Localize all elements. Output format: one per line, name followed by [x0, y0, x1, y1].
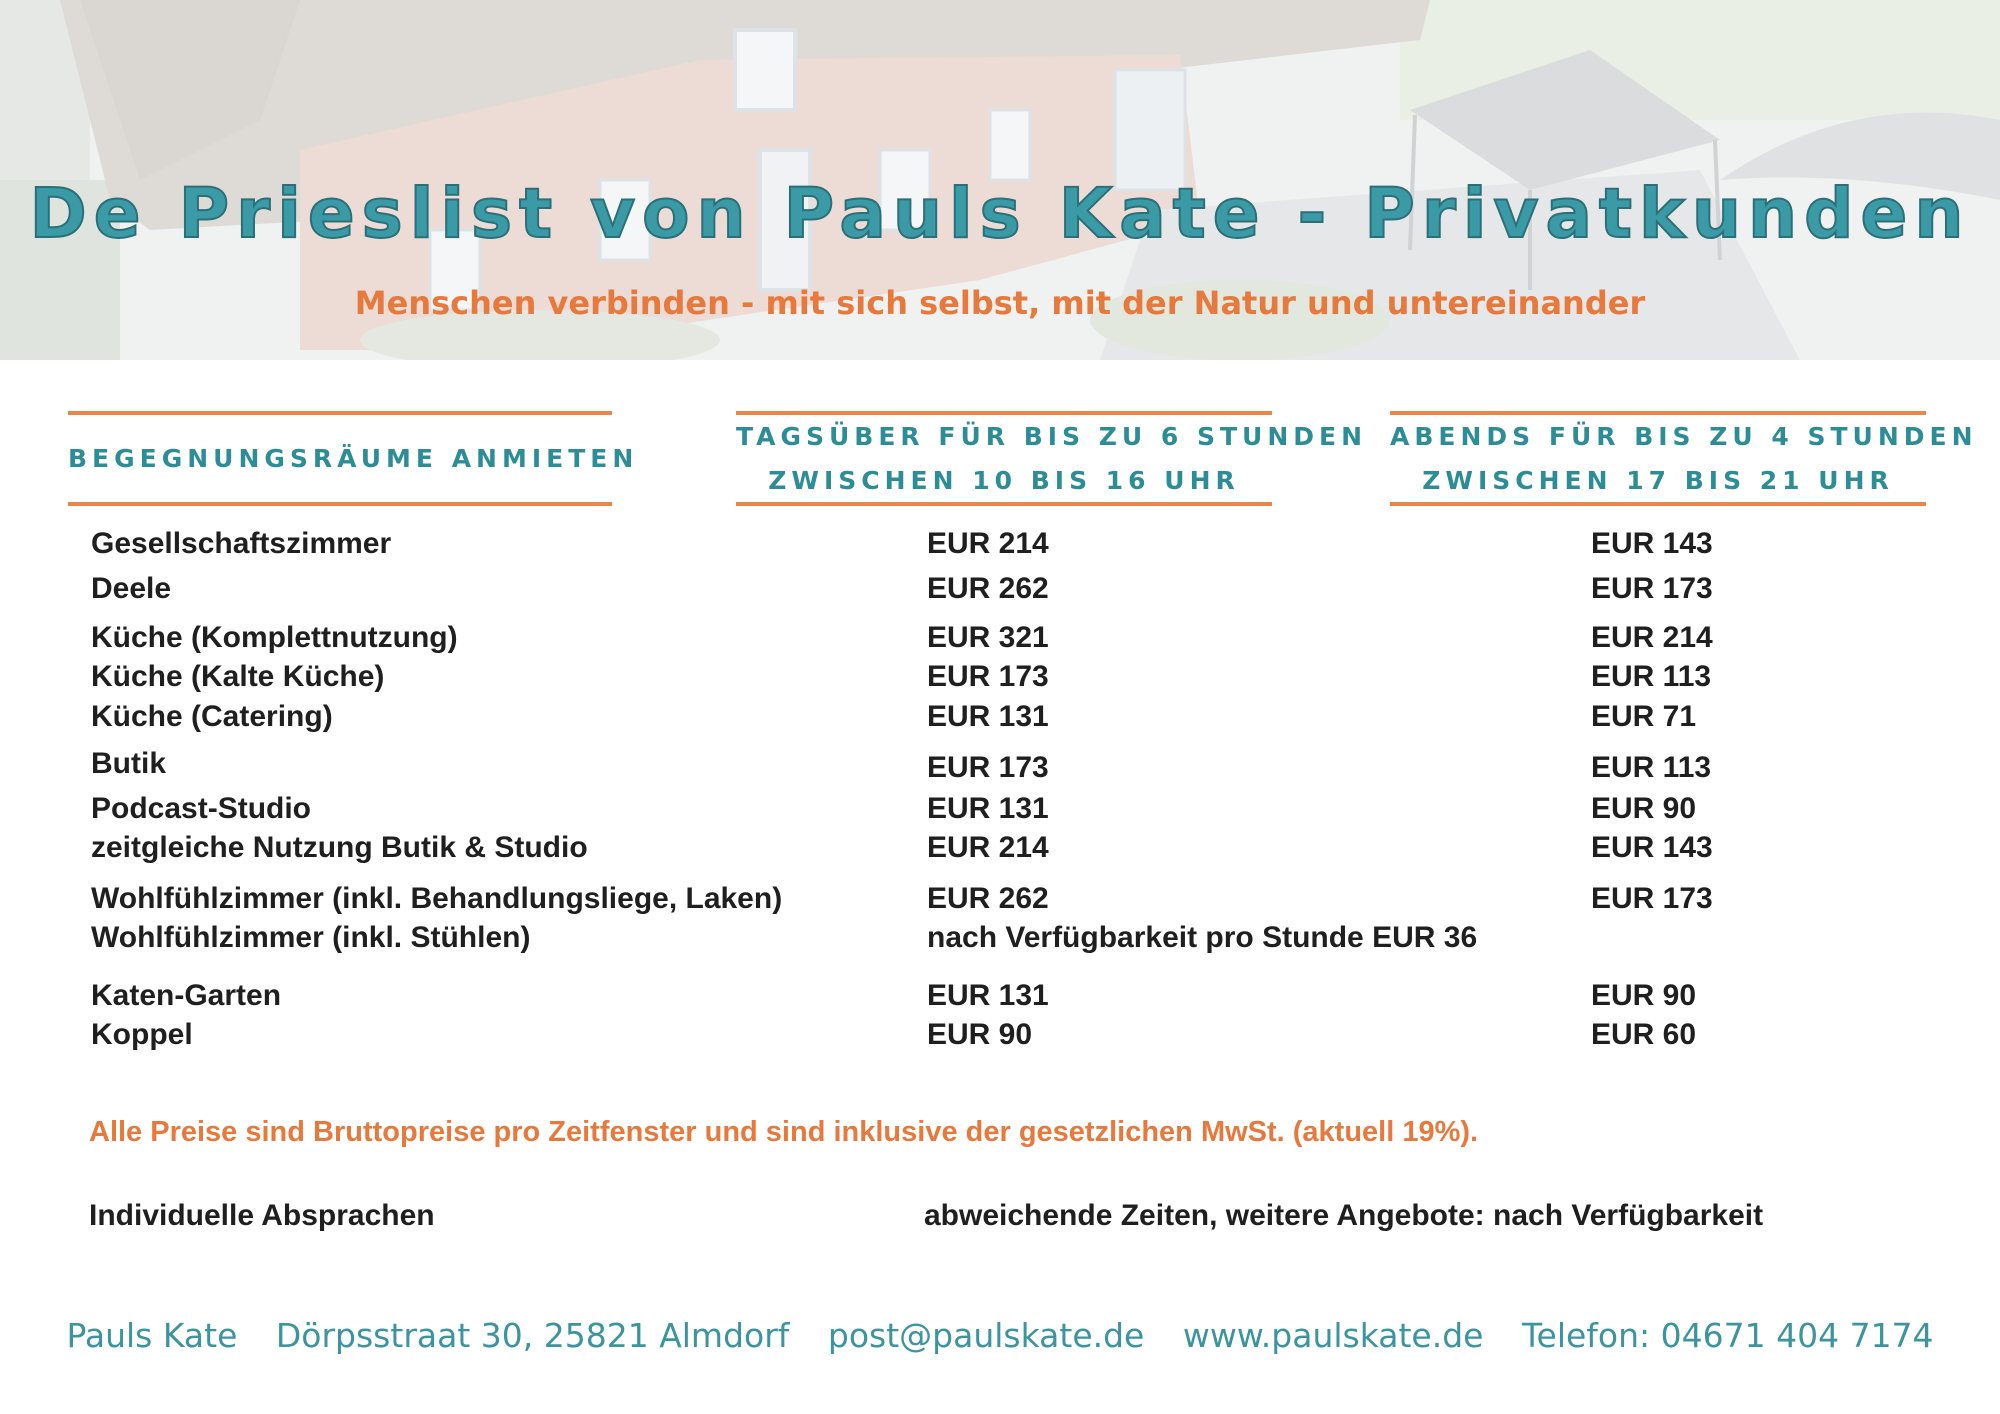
contact-footer — [0, 1316, 2000, 1355]
column-header-evening-line2: ZWISCHEN 17 BIS 21 UHR — [1422, 465, 1894, 495]
room-name: Koppel — [91, 1018, 193, 1051]
price-evening: EUR 90 — [1591, 792, 1697, 825]
table-row — [0, 918, 2000, 958]
column-header-daytime-line1: TAGSÜBER FÜR BIS ZU 6 STUNDEN — [736, 421, 1368, 451]
table-row — [0, 524, 2000, 564]
individual-arrangements-value: abweichende Zeiten, weitere Angebote: nach Verfügbarkeit — [924, 1199, 1764, 1232]
individual-arrangements-label: Individuelle Absprachen — [89, 1199, 435, 1232]
column-header-evening — [1390, 411, 1978, 506]
table-row — [0, 569, 2000, 609]
price-evening: EUR 143 — [1591, 831, 1713, 864]
price-evening: EUR 113 — [1591, 660, 1712, 693]
footer-company-name: Pauls Kate — [66, 1316, 238, 1355]
price-daytime: EUR 321 — [927, 621, 1049, 654]
room-name: Deele — [91, 572, 172, 605]
room-name: Küche (Kalte Küche) — [91, 660, 385, 693]
column-header-evening-line1: ABENDS FÜR BIS ZU 4 STUNDEN — [1390, 421, 1978, 451]
price-evening: EUR 60 — [1591, 1018, 1697, 1051]
table-row — [0, 618, 2000, 658]
room-name: Katen-Garten — [91, 979, 282, 1012]
price-evening: EUR 71 — [1591, 700, 1697, 733]
room-name: Küche (Catering) — [91, 700, 333, 733]
price-evening: EUR 90 — [1591, 979, 1697, 1012]
price-daytime: EUR 262 — [927, 882, 1049, 915]
price-daytime: EUR 173 — [927, 751, 1049, 784]
price-evening: EUR 173 — [1591, 882, 1713, 915]
footer-phone: Telefon: 04671 404 7174 — [1521, 1316, 1934, 1355]
price-daytime: nach Verfügbarkeit pro Stunde EUR 36 — [927, 921, 1478, 954]
table-row — [0, 1015, 2000, 1055]
vat-note: Alle Preise sind Bruttopreise pro Zeitfenster und sind inklusive der gesetzlichen MwSt. (aktuell 19%). — [89, 1116, 1479, 1148]
room-name: Gesellschaftszimmer — [91, 527, 392, 560]
price-daytime: EUR 131 — [927, 700, 1049, 733]
price-daytime: EUR 90 — [927, 1018, 1033, 1051]
price-daytime: EUR 262 — [927, 572, 1049, 605]
table-row — [0, 748, 2000, 788]
room-name: Wohlfühlzimmer (inkl. Behandlungsliege, Laken) — [91, 882, 783, 915]
footer-website[interactable]: www.paulskate.de — [1182, 1316, 1484, 1355]
price-daytime: EUR 214 — [927, 527, 1049, 560]
footer-address: Dörpsstraat 30, 25821 Almdorf — [275, 1316, 790, 1355]
footer-email[interactable]: post@paulskate.de — [827, 1316, 1145, 1355]
room-name: Butik — [91, 747, 166, 780]
room-name: Wohlfühlzimmer (inkl. Stühlen) — [91, 921, 531, 954]
column-header-daytime-line2: ZWISCHEN 10 BIS 16 UHR — [768, 465, 1240, 495]
page-title: De Prieslist von Pauls Kate - Privatkunden — [29, 174, 1971, 254]
page-subtitle: Menschen verbinden - mit sich selbst, mit der Natur und untereinander — [354, 284, 1646, 322]
price-evening: EUR 113 — [1591, 751, 1712, 784]
table-row — [0, 697, 2000, 737]
price-evening: EUR 173 — [1591, 572, 1713, 605]
price-evening: EUR 143 — [1591, 527, 1713, 560]
room-name: zeitgleiche Nutzung Butik & Studio — [91, 831, 588, 864]
header-photo — [0, 0, 2000, 360]
table-row — [0, 657, 2000, 697]
column-header-daytime — [736, 411, 1368, 506]
price-daytime: EUR 173 — [927, 660, 1049, 693]
room-name: Podcast-Studio — [91, 792, 312, 825]
table-row — [0, 976, 2000, 1016]
table-row — [0, 789, 2000, 829]
table-row — [0, 828, 2000, 868]
price-daytime: EUR 131 — [927, 792, 1049, 825]
column-header-rooms — [68, 411, 639, 506]
room-name: Küche (Komplettnutzung) — [91, 621, 458, 654]
price-evening: EUR 214 — [1591, 621, 1713, 654]
column-header-rooms-label: BEGEGNUNGSRÄUME ANMIETEN — [68, 443, 639, 473]
price-daytime: EUR 214 — [927, 831, 1049, 864]
price-daytime: EUR 131 — [927, 979, 1049, 1012]
table-row — [0, 879, 2000, 919]
